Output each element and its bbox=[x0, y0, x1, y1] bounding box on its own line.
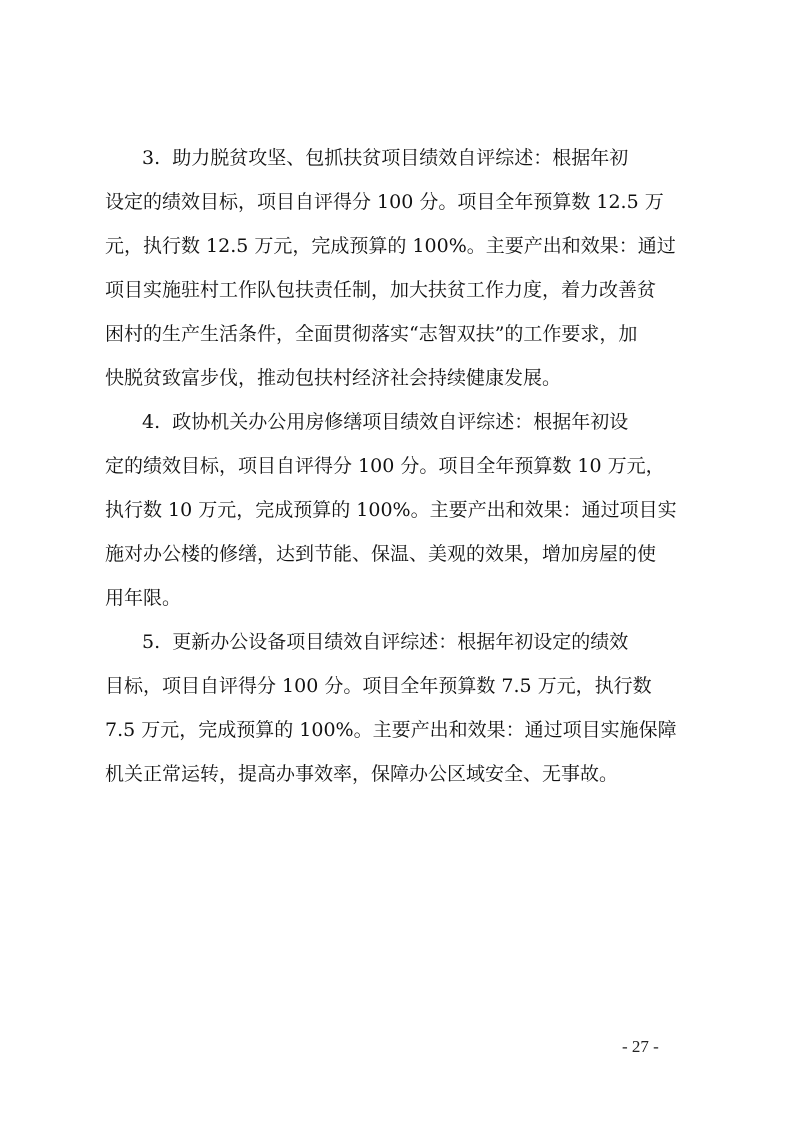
paragraph-4-line-1: 4. 政协机关办公用房修缮项目绩效自评综述：根据年初设 bbox=[142, 411, 629, 433]
paragraph-3-line-2: 设定的绩效目标，项目自评得分 100 分。项目全年预算数 12.5 万 bbox=[105, 191, 664, 213]
paragraph-3-line-1: 3. 助力脱贫攻坚、包抓扶贫项目绩效自评综述：根据年初 bbox=[142, 147, 629, 169]
paragraph-3-line-6: 快脱贫致富步伐，推动包扶村经济社会持续健康发展。 bbox=[105, 367, 562, 389]
paragraph-5-line-3: 7.5 万元，完成预算的 100%。主要产出和效果：通过项目实施保障 bbox=[105, 719, 677, 741]
paragraph-5-line-4: 机关正常运转，提高办事效率，保障办公区域安全、无事故。 bbox=[105, 763, 619, 785]
paragraph-3-line-3: 元，执行数 12.5 万元，完成预算的 100%。主要产出和效果：通过 bbox=[105, 235, 676, 257]
paragraph-3-line-5: 困村的生产生活条件，全面贯彻落实“志智双扶”的工作要求，加 bbox=[105, 323, 638, 345]
paragraph-4-line-2: 定的绩效目标，项目自评得分 100 分。项目全年预算数 10 万元， bbox=[105, 455, 665, 477]
paragraph-5-line-1: 5. 更新办公设备项目绩效自评综述：根据年初设定的绩效 bbox=[142, 631, 629, 653]
paragraph-5-line-2: 目标，项目自评得分 100 分。项目全年预算数 7.5 万元，执行数 bbox=[105, 675, 652, 697]
paragraph-3-line-4: 项目实施驻村工作队包扶责任制，加大扶贫工作力度，着力改善贫 bbox=[105, 279, 657, 301]
paragraph-4-line-5: 用年限。 bbox=[105, 587, 182, 609]
paragraph-4-line-4: 施对办公楼的修缮，达到节能、保温、美观的效果，增加房屋的使 bbox=[105, 543, 657, 565]
paragraph-4-line-3: 执行数 10 万元，完成预算的 100%。主要产出和效果：通过项目实 bbox=[105, 499, 677, 521]
page-number: - 27 - bbox=[622, 1037, 659, 1056]
